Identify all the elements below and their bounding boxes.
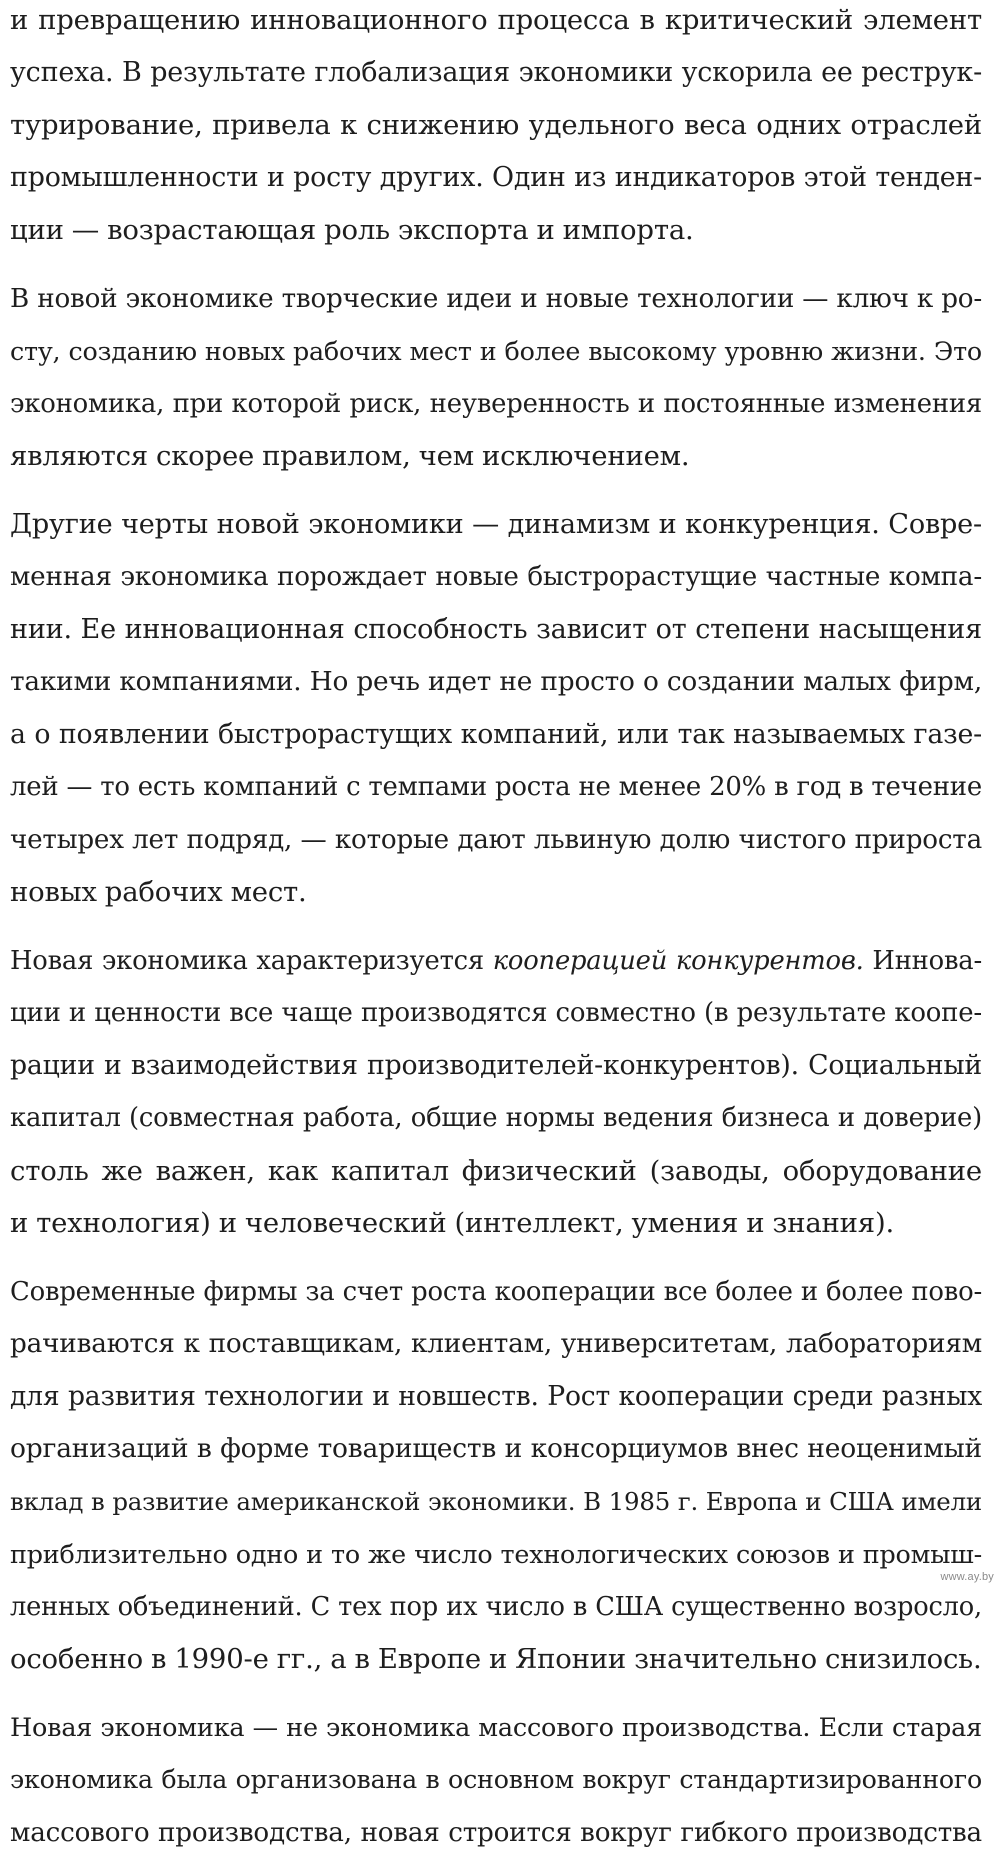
text-line: а о появлении быстрорастущих компаний, или так называемых газе- (10, 709, 982, 762)
text-line: Новая экономика — не экономика массового производства. Если старая (10, 1702, 982, 1755)
text-fragment: Новая экономика характеризуется (10, 946, 493, 976)
text-line: экономика была организована в основном вокруг стандартизированного (10, 1754, 982, 1807)
text-line: приблизительно одно и то же число технологических союзов и промыш- (10, 1528, 982, 1581)
text-line: сту, созданию новых рабочих мест и более высокому уровню жизни. Это (10, 325, 982, 378)
paragraph-creative-ideas (10, 273, 982, 483)
text-line: и превращению инновационного процесса в критический элемент (10, 0, 982, 47)
text-line: новых рабочих мест. (10, 866, 982, 919)
text-line: для развития технологии и новшеств. Рост кооперации среди разных (10, 1371, 982, 1424)
paragraph-globalization (10, 0, 982, 257)
text-line: нии. Ее инновационная способность зависит от степени насыщения (10, 604, 982, 657)
book-page (10, 0, 982, 1587)
text-line: промышленности и росту других. Один из индикаторов этой тенден- (10, 152, 982, 205)
text-line: успеха. В результате глобализация экономики ускорила ее реструк- (10, 47, 982, 100)
text-line: особенно в 1990-е гг., а в Европе и Японии значительно снизилось. (10, 1633, 982, 1686)
italic-emphasis: кооперацией конкурентов. (493, 946, 864, 976)
text-line: ции и ценности все чаще производятся совместно (в результате коопе- (10, 987, 982, 1040)
text-fragment: Иннова- (864, 946, 982, 976)
text-line: рации и взаимодействия производителей-конкурентов). Социальный (10, 1040, 982, 1093)
paragraph-dynamism (10, 499, 982, 919)
text-line: организаций в форме товариществ и консорциумов внес неоценимый (10, 1423, 982, 1476)
paragraph-modern-firms (10, 1266, 982, 1686)
text-line: ленных объединений. С тех пор их число в США существенно возросло, (10, 1581, 982, 1634)
text-line: менная экономика порождает новые быстрорастущие частные компа- (10, 551, 982, 604)
text-line: В новой экономике творческие идеи и новые технологии — ключ к ро- (10, 273, 982, 326)
text-line: столь же важен, как капитал физический (заводы, оборудование (10, 1145, 982, 1198)
text-line: Другие черты новой экономики — динамизм и конкуренция. Совре- (10, 499, 982, 552)
text-line: вклад в развитие американской экономики. В 1985 г. Европа и США имели (10, 1476, 982, 1529)
text-line: Современные фирмы за счет роста кооперации все более и более пово- (10, 1266, 982, 1319)
text-line: и технология) и человеческий (интеллект, умения и знания). (10, 1197, 982, 1250)
text-line: турирование, привела к снижению удельного веса одних отраслей (10, 99, 982, 152)
paragraph-cooperation (10, 935, 982, 1250)
paragraph-mass-production (10, 1702, 982, 1859)
text-line: массового производства, новая строится вокруг гибкого производства (10, 1807, 982, 1859)
text-line: рачиваются к поставщикам, клиентам, университетам, лабораториям (10, 1318, 982, 1371)
text-line: ции — возрастающая роль экспорта и импорта. (10, 204, 982, 257)
text-line: лей — то есть компаний с темпами роста не менее 20% в год в течение (10, 761, 982, 814)
text-line: экономика, при которой риск, неуверенность и постоянные изменения (10, 378, 982, 431)
text-line: являются скорее правилом, чем исключением. (10, 430, 982, 483)
text-line: капитал (совместная работа, общие нормы ведения бизнеса и доверие) (10, 1092, 982, 1145)
text-line (10, 935, 982, 988)
text-line: такими компаниями. Но речь идет не просто о создании малых фирм, (10, 656, 982, 709)
watermark: www.ay.by (940, 1571, 994, 1583)
text-line: четырех лет подряд, — которые дают львиную долю чистого прироста (10, 814, 982, 867)
